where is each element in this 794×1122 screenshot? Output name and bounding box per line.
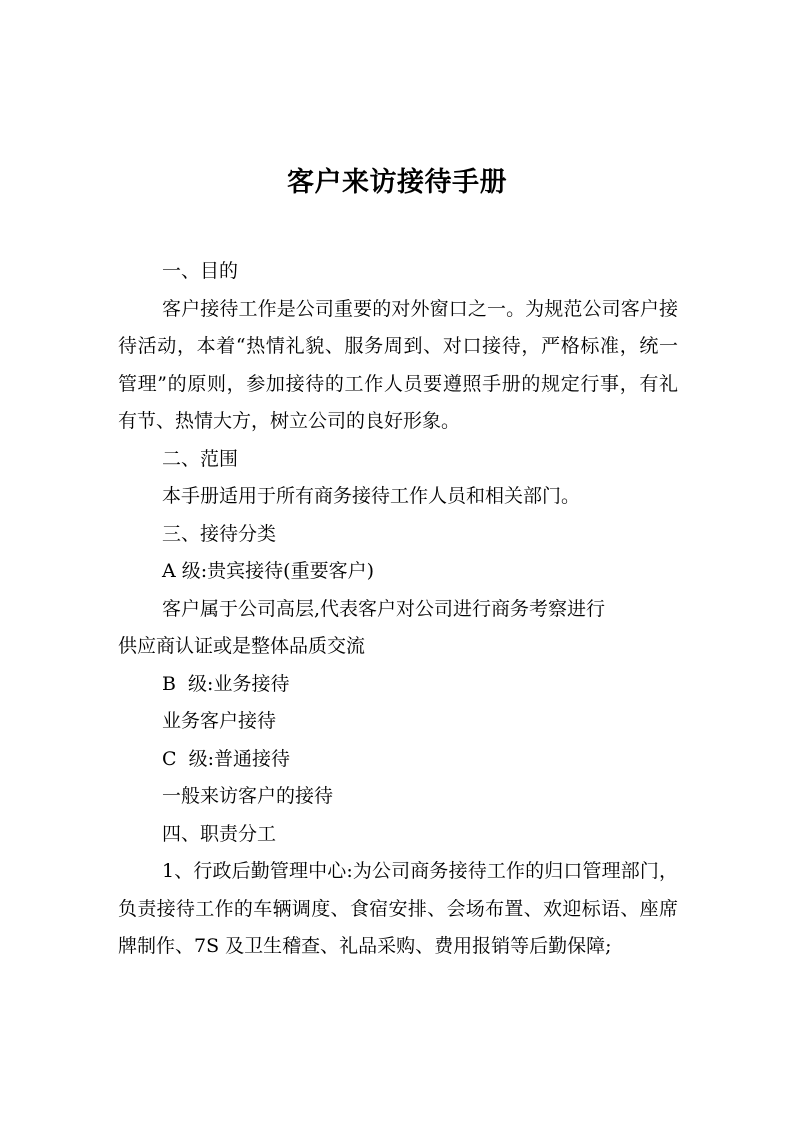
- level-a-title: A 级:贵宾接待(重要客户): [162, 560, 374, 582]
- document-body: [118, 253, 678, 966]
- level-a-description-line1: 客户属于公司高层,代表客户对公司进行商务考察进行: [162, 597, 606, 620]
- level-c-description: 一般来访客户的接待: [162, 785, 334, 807]
- duty-heading: 四、职责分工: [162, 822, 277, 845]
- purpose-heading: 一、目的: [162, 260, 239, 282]
- level-b-title: B 级:业务接待: [162, 672, 290, 695]
- level-c-title: C 级:普通接待: [162, 747, 291, 770]
- scope-heading: 二、范围: [162, 447, 239, 470]
- category-heading: 三、接待分类: [162, 522, 277, 545]
- purpose-paragraph: 客户接待工作是公司重要的对外窗口之一。为规范公司客户接待活动，本着“热情礼貌、服务周到、对口接待，严格标准，统一管理”的原则，参加接待的工作人员要遵照手册的规定行事，有礼有节、热情大方，树立公司的良好形象。: [118, 297, 678, 432]
- document-title: 客户来访接待手册: [287, 167, 507, 198]
- level-b-description: 业务客户接待: [162, 710, 277, 732]
- level-a-description-line2: 供应商认证或是整体品质交流: [118, 635, 366, 657]
- duty-item-1: 1、行政后勤管理中心:为公司商务接待工作的归口管理部门，负责接待工作的车辆调度、食宿安排、会场布置、欢迎标语、座席牌制作、7S 及卫生稽查、礼品采购、费用报销等后勤保障;: [118, 860, 678, 957]
- scope-paragraph: 本手册适用于所有商务接待工作人员和相关部门。: [162, 485, 581, 507]
